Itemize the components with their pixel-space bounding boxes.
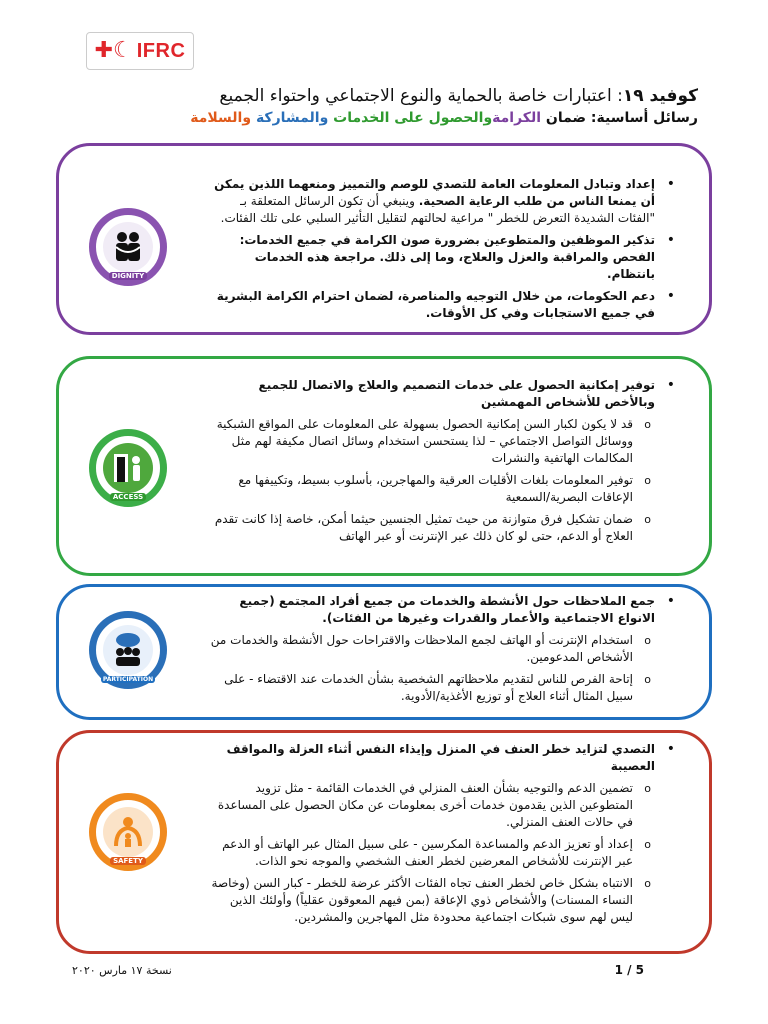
- list-subitem: o قد لا يكون لكبار السن إمكانية الحصول بسهولة على المعلومات على المواقع الشبكية ووسائل التواصل الاجتماعي – لذا يستحسن استخدام وسائل اتصال مكيفة لهم مثل المكالمات الهاتفية والنشرات: [209, 416, 677, 467]
- list-subitem: o الانتباه بشكل خاص لخطر العنف تجاه الفئات الأكثر عرضة للخطر - كبار السن (وخاصة النساء المسنات) والأشخاص ذوي الإعاقة (بمن فيهم المعوقون عقلياً) وأولئك الذين ليس لهم سوى شبكات اجتماعية محدودة مثل المهاجرين والمشردين.: [209, 875, 677, 926]
- page-number: 1 / 5: [614, 963, 644, 977]
- dignity-section: [56, 143, 712, 335]
- title-bold: كوفيد ١٩: [622, 86, 698, 106]
- subtitle-and-1: و: [483, 110, 493, 126]
- page-subtitle: [190, 110, 698, 126]
- list-item: • جمع الملاحظات حول الأنشطة والخدمات من جميع أفراد المجتمع (جميع الانواع الاجتماعية والأعمار والقدرات وغيرها من الفئات).: [209, 593, 677, 627]
- safety-badge-label: SAFETY: [110, 857, 146, 865]
- page-title: [219, 86, 698, 106]
- subtitle-dignity: الكرامة: [492, 110, 542, 126]
- safety-section: [56, 730, 712, 954]
- participation-badge-label: PARTICIPATION: [102, 676, 154, 683]
- subtitle-safety: السلامة: [190, 110, 243, 126]
- participation-list: [209, 593, 677, 710]
- participation-section: [56, 584, 712, 720]
- access-section: [56, 356, 712, 576]
- access-list: [209, 377, 677, 550]
- participation-badge: [89, 611, 167, 689]
- list-item: • دعم الحكومات، من خلال التوجيه والمناصرة، لضمان احترام الكرامة البشرية في جميع الاستجابات وفي كل الأوقات.: [209, 288, 677, 322]
- dignity-badge: [89, 208, 167, 286]
- subtitle-prefix: رسائل أساسية: ضمان: [545, 110, 698, 126]
- access-badge: [89, 429, 167, 507]
- subtitle-access: الحصول على الخدمات: [333, 110, 484, 126]
- list-subitem: o استخدام الإنترنت أو الهاتف لجمع الملاحظات والاقتراحات حول الأنشطة والخدمات من الأشخاص المدعومين.: [209, 632, 677, 666]
- ifrc-logo: [86, 32, 194, 70]
- dignity-badge-label: DIGNITY: [109, 272, 147, 280]
- red-cross-crescent-icon: ✚☾: [94, 38, 133, 63]
- access-badge-label: ACCESS: [110, 493, 146, 501]
- list-subitem: o ضمان تشكيل فرق متوازنة من حيث تمثيل الجنسين حيثما أمكن، خاصة إذا كانت تقدم العلاج أو الدعم، حتى لو كان ذلك عبر الإنترنت أو عبر الهاتف: [209, 511, 677, 545]
- list-subitem: o إتاحة الفرص للناس لتقديم ملاحظاتهم الشخصية بشأن الخدمات عند الاقتضاء - على سبيل المثال أثناء العلاج أو توزيع الأغذية/الأدوية.: [209, 671, 677, 705]
- list-item: • التصدي لتزايد خطر العنف في المنزل وإيذاء النفس أثناء العزلة والمواقف العصيبة: [209, 741, 677, 775]
- list-subitem: o تضمين الدعم والتوجيه بشأن العنف المنزلي في الخدمات القائمة - مثل تزويد المتطوعين الذين يقدمون خدمات أخرى بمعلومات عن مكان الحصول على المساعدة في حالات العنف المنزلي.: [209, 780, 677, 831]
- version-date: نسخة ١٧ مارس ٢٠٢٠: [72, 964, 172, 977]
- logo-text: IFRC: [136, 39, 186, 62]
- list-subitem: o إعداد أو تعزيز الدعم والمساعدة المكرسين - على سبيل المثال عبر الهاتف أو الدعم عبر الإنترنت للأشخاص المعرضين لخطر العنف الشخصي والموجه نحو الذات.: [209, 836, 677, 870]
- dignity-list: [209, 176, 677, 327]
- list-item: • تذكير الموظفين والمتطوعين بضرورة صون الكرامة في جميع الخدمات: الفحص والمراقبة والعزل والعلاج، وما إلى ذلك. مراجعة هذه الخدمات بانتظام.: [209, 232, 677, 283]
- subtitle-and-2: و: [319, 110, 329, 126]
- safety-badge: [89, 793, 167, 871]
- safety-list: [209, 741, 677, 931]
- subtitle-and-3: و: [242, 110, 252, 126]
- list-item: • توفير إمكانية الحصول على خدمات التصميم والعلاج والاتصال للجميع وبالأخص للأشخاص المهمشين: [209, 377, 677, 411]
- list-item: • إعداد وتبادل المعلومات العامة للتصدي للوصم والتمييز ومنعهما اللذين يمكن أن يمنعا الناس من طلب الرعاية الصحية. وينبغي أن تكون الرسائل المتعلقة بـ "الفئات الشديدة التعرض للخطر " مراعية لحالتهم لتقليل التأثير السلبي على تلك الفئات.: [209, 176, 677, 227]
- list-subitem: o توفير المعلومات بلغات الأقليات العرقية والمهاجرين، بأسلوب بسيط، وتكييفها مع الإعاقات البصرية/السمعية: [209, 472, 677, 506]
- subtitle-participation: المشاركة: [255, 110, 320, 126]
- title-rest: : اعتبارات خاصة بالحماية والنوع الاجتماعي واحتواء الجميع: [219, 86, 623, 106]
